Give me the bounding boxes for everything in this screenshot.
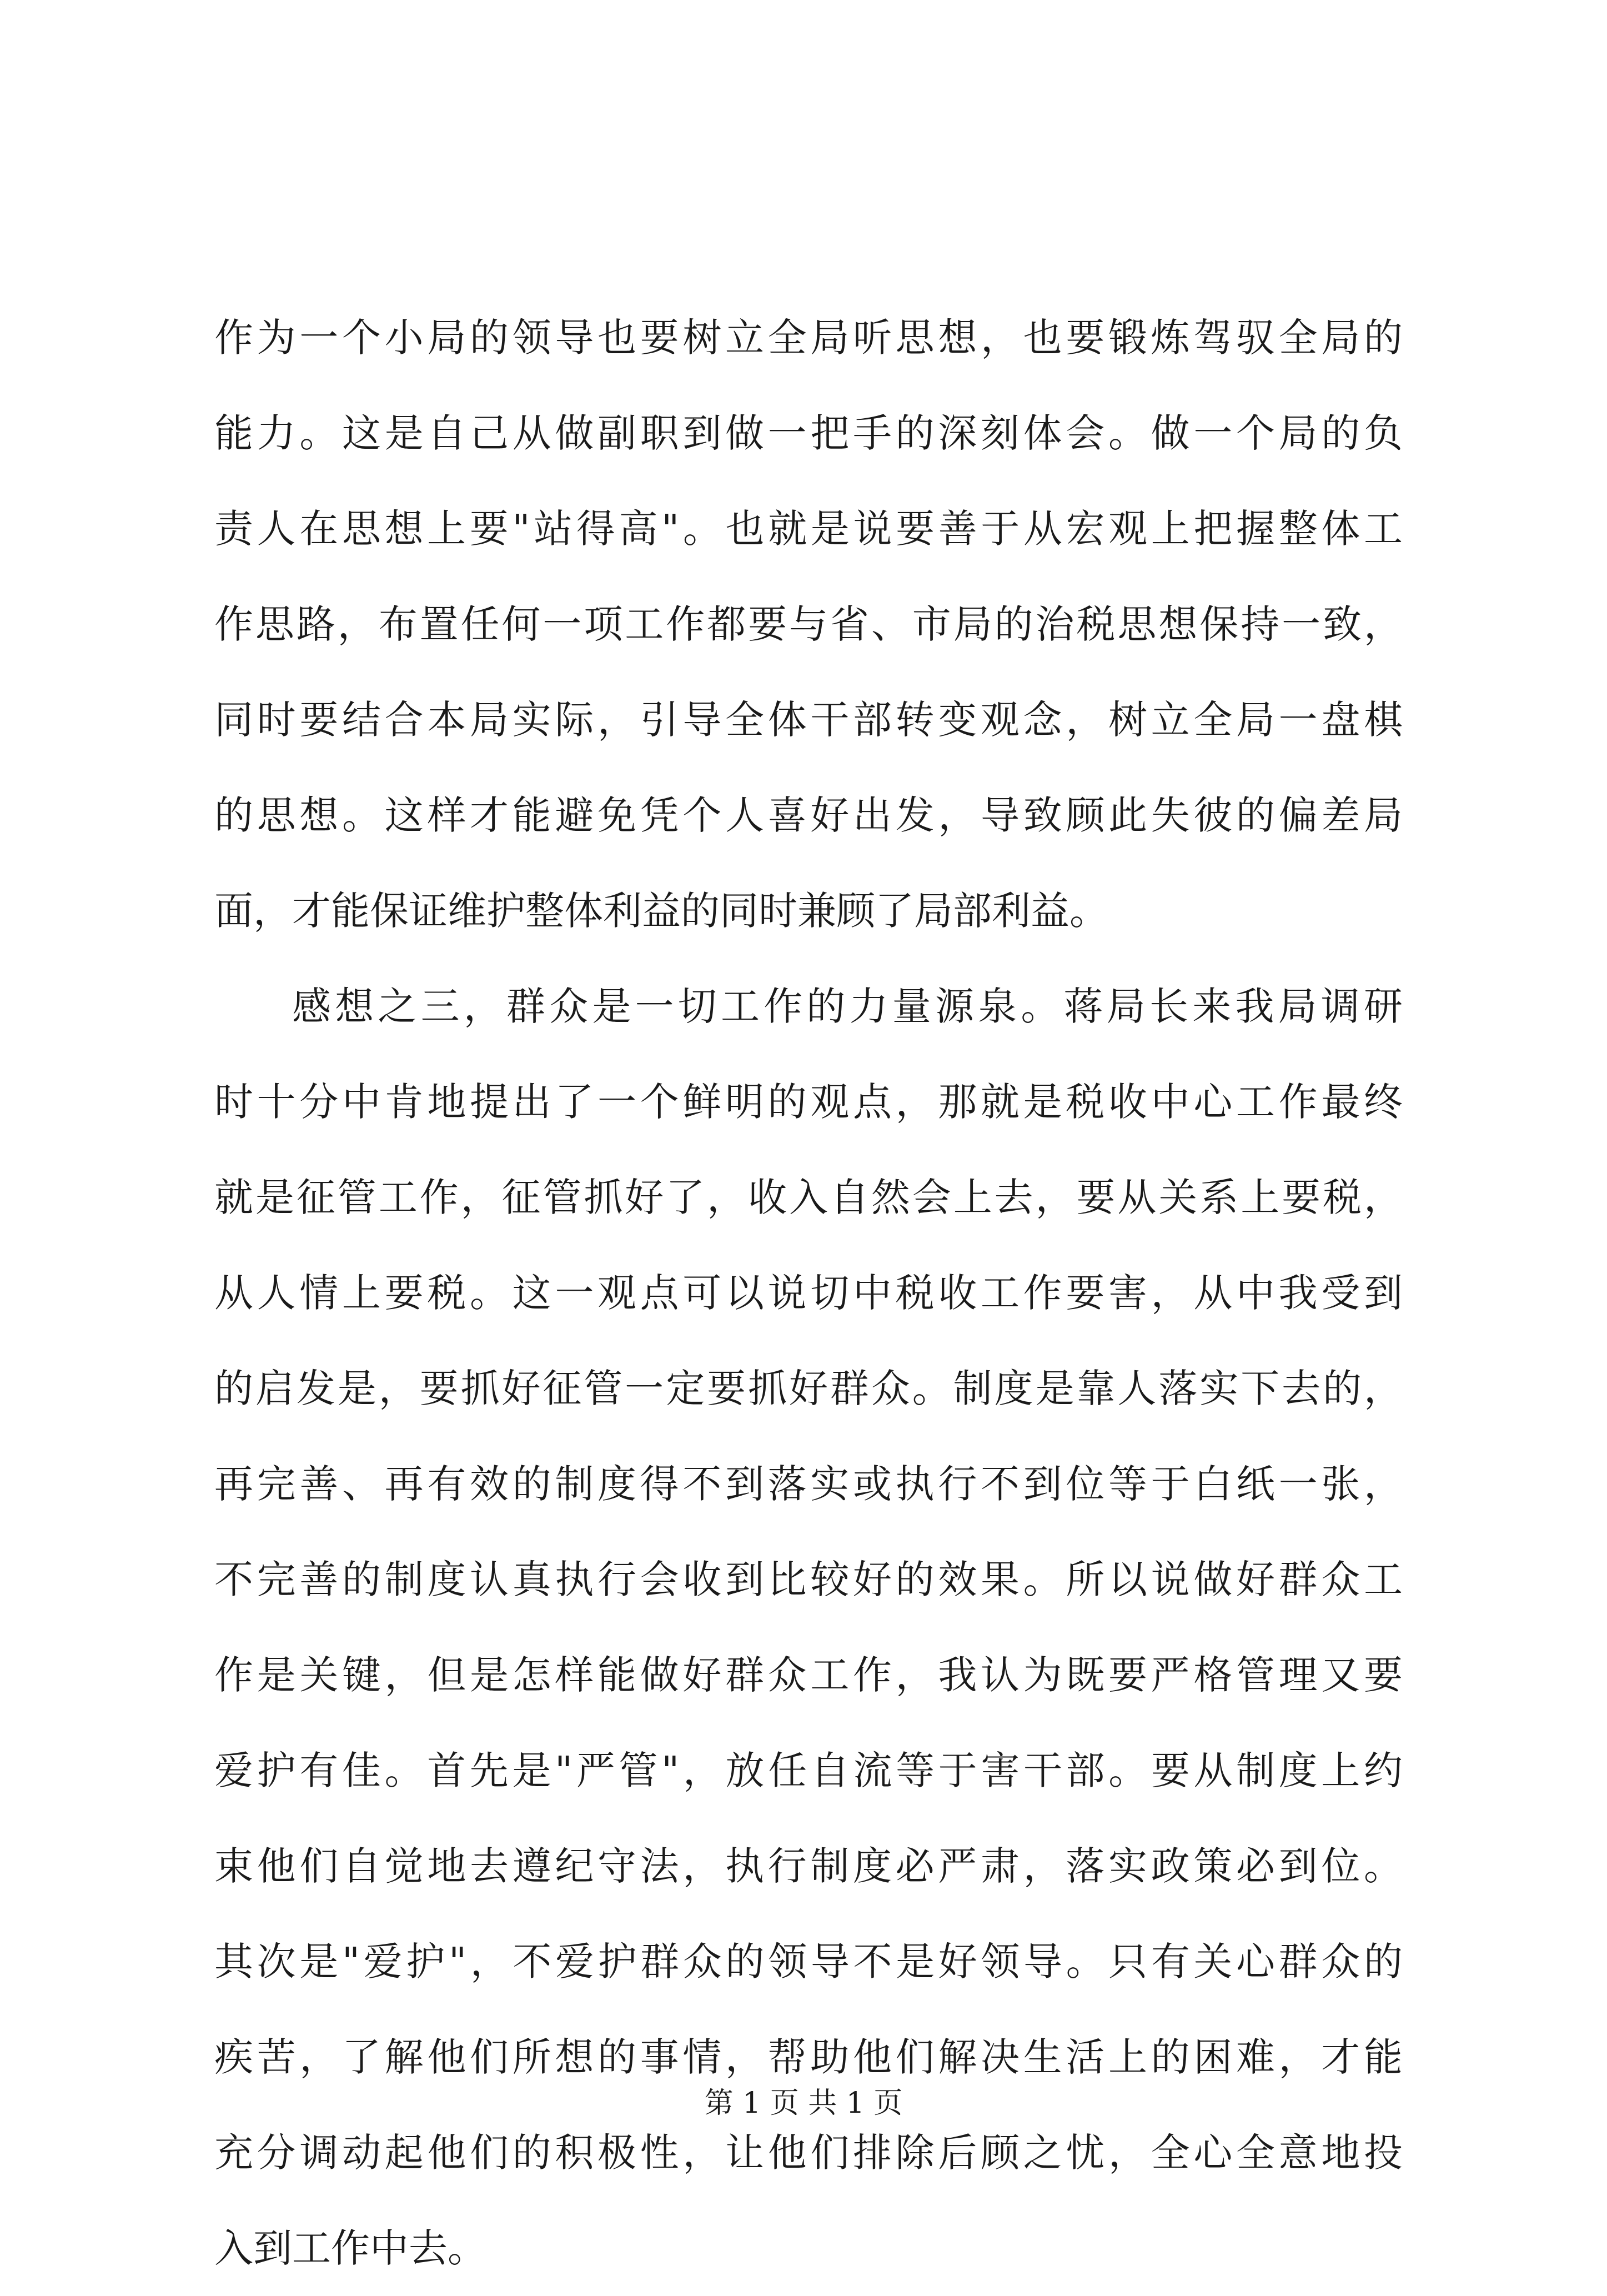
page-footer xyxy=(0,2079,1607,2121)
document-body xyxy=(214,290,1403,2296)
text-line: 充分调动起他们的积极性，让他们排除后顾之忧，全心全意地投 xyxy=(214,2130,1403,2175)
text-line: 作是关键，但是怎样能做好群众工作，我认为既要严格管理又要 xyxy=(214,1652,1403,1698)
text-line: 面，才能保证维护整体利益的同时兼顾了局部利益。 xyxy=(214,888,1108,934)
text-line: 再完善、再有效的制度得不到落实或执行不到位等于白纸一张， xyxy=(214,1461,1403,1507)
text-line: 其次是"爱护"，不爱护群众的领导不是好领导。只有关心群众的 xyxy=(214,1939,1403,1984)
text-line: 从人情上要税。这一观点可以说切中税收工作要害，从中我受到 xyxy=(214,1270,1403,1316)
text-line: 同时要结合本局实际，引导全体干部转变观念，树立全局一盘棋 xyxy=(214,697,1403,743)
text-line: 作思路，布置任何一项工作都要与省、市局的治税思想保持一致， xyxy=(214,601,1403,647)
text-line: 入到工作中去。 xyxy=(214,2225,486,2271)
text-line: 爱护有佳。首先是"严管"，放任自流等于害干部。要从制度上约 xyxy=(214,1748,1403,1793)
text-line: 不完善的制度认真执行会收到比较好的效果。所以说做好群众工 xyxy=(214,1557,1403,1602)
paragraph xyxy=(214,290,1403,959)
text-line: 责人在思想上要"站得高"。也就是说要善于从宏观上把握整体工 xyxy=(214,506,1403,552)
text-line: 能力。这是自己从做副职到做一把手的深刻体会。做一个局的负 xyxy=(214,410,1403,456)
text-line: 作为一个小局的领导也要树立全局听思想，也要锻炼驾驭全局的 xyxy=(214,315,1403,360)
text-line: 疾苦，了解他们所想的事情，帮助他们解决生活上的困难，才能 xyxy=(214,2034,1403,2080)
text-line: 的思想。这样才能避免凭个人喜好出发，导致顾此失彼的偏差局 xyxy=(214,793,1403,838)
text-line: 感想之三，群众是一切工作的力量源泉。蒋局长来我局调研 xyxy=(292,984,1403,1029)
text-line: 时十分中肯地提出了一个鲜明的观点，那就是税收中心工作最终 xyxy=(214,1079,1403,1125)
text-line: 就是征管工作，征管抓好了，收入自然会上去，要从关系上要税， xyxy=(214,1175,1403,1220)
text-line: 的启发是，要抓好征管一定要抓好群众。制度是靠人落实下去的， xyxy=(214,1366,1403,1411)
page-number: 第 1 页 共 1 页 xyxy=(704,2087,903,2120)
text-line: 束他们自觉地去遵纪守法，执行制度必严肃，落实政策必到位。 xyxy=(214,1843,1403,1889)
